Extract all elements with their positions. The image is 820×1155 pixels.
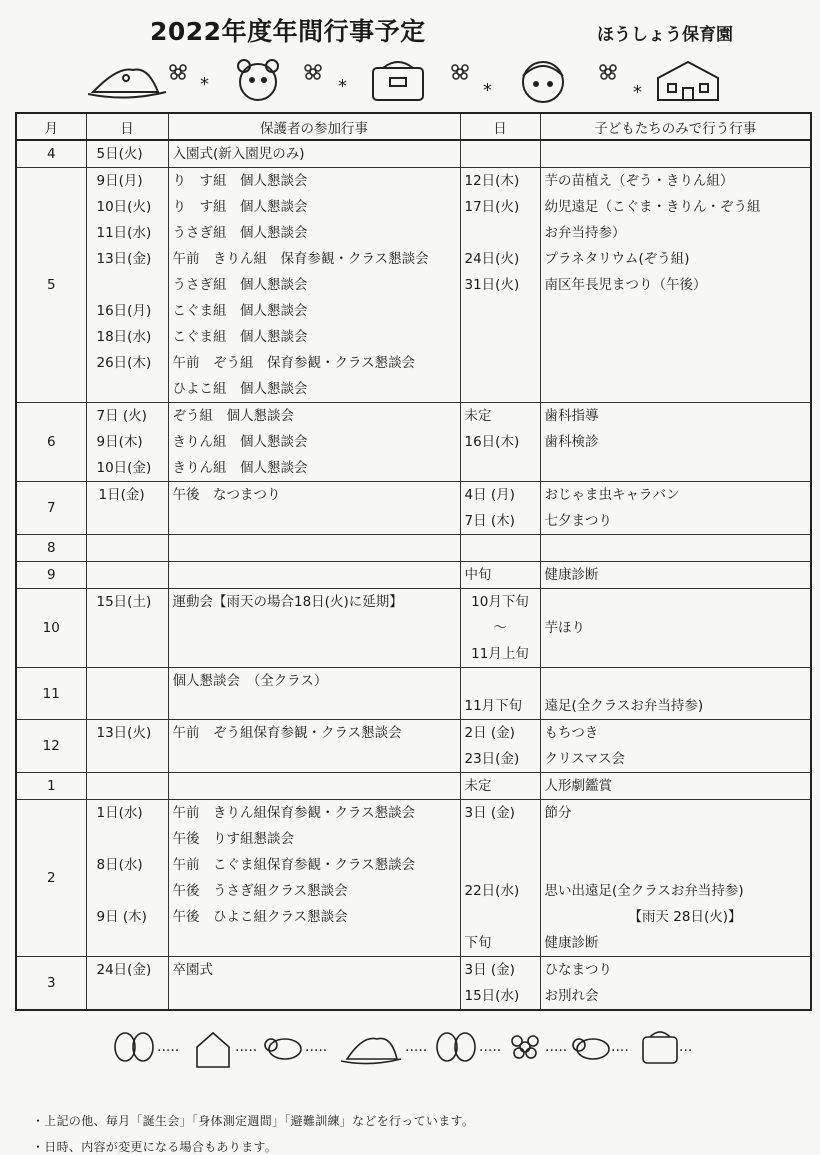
child-day-column — [460, 168, 540, 403]
child-day-column — [460, 773, 540, 800]
child-day-line — [461, 535, 540, 561]
child-day-line — [461, 220, 540, 246]
month-row — [16, 482, 811, 535]
parent-day-column — [86, 562, 168, 589]
header-child-events: 子どもたちのみで行う行事 — [540, 113, 811, 140]
month-cell: 9 — [16, 562, 86, 589]
child-day-line: 23日(金) — [464, 751, 520, 767]
parent-event-line: うさぎ組 個人懇談会 — [172, 277, 308, 293]
parent-day-column — [86, 168, 168, 403]
event-schedule-table — [15, 112, 812, 1011]
star-icon: * — [338, 76, 347, 97]
child-day-line: 22日(水) — [464, 883, 520, 899]
footnote-1: ・上記の他、毎月「誕生会」「身体測定週間」「避難訓練」などを行っています。 — [32, 1114, 475, 1128]
child-event-line — [541, 350, 811, 376]
parent-event-line: きりん組 個人懇談会 — [172, 434, 308, 450]
parent-day-column — [86, 589, 168, 668]
parent-day-line — [87, 562, 168, 588]
footnote-2: ・日時、内容が変更になる場合もあります。 — [32, 1140, 278, 1154]
child-face-icon — [523, 62, 563, 102]
parent-event-column — [168, 562, 460, 589]
dots-icon: ····· — [157, 1043, 180, 1059]
child-day-line: 未定 — [464, 778, 492, 794]
parent-event-column — [168, 957, 460, 1011]
month-cell: 10 — [16, 589, 86, 668]
child-event-line: おじゃま虫キャラバン — [544, 487, 680, 503]
parent-day-column — [86, 800, 168, 957]
parent-event-line — [169, 562, 460, 588]
child-day-line: 下旬 — [464, 935, 492, 951]
month-row — [16, 800, 811, 957]
child-day-column — [460, 668, 540, 720]
child-day-column — [460, 535, 540, 562]
child-day-line: 11月下旬 — [464, 698, 523, 714]
month-cell: 6 — [16, 403, 86, 482]
parent-event-line: り す組 個人懇談会 — [172, 173, 308, 189]
parent-day-line: 9日(木) — [96, 434, 143, 450]
child-event-line: 芋ほり — [544, 620, 585, 636]
month-row — [16, 668, 811, 720]
flower-icon — [170, 65, 186, 79]
parent-event-line: 午前 こぐま組保育参観・クラス懇談会 — [172, 857, 416, 873]
parent-event-line: 入園式(新入園児のみ) — [172, 146, 305, 162]
child-event-column — [540, 562, 811, 589]
month-row — [16, 535, 811, 562]
parent-event-column — [168, 140, 460, 168]
bag-icon — [643, 1032, 677, 1063]
child-event-line: 健康診断 — [544, 567, 599, 583]
parent-day-line: 11日(水) — [96, 225, 152, 241]
parent-day-column — [86, 720, 168, 773]
parent-day-line — [87, 272, 168, 298]
child-day-line — [461, 141, 540, 167]
child-day-line — [461, 324, 540, 350]
dots-icon: ····· — [479, 1043, 502, 1059]
bear-icon — [238, 60, 278, 100]
child-event-line: 南区年長児まつり（午後） — [544, 277, 707, 293]
child-event-line: ひなまつり — [544, 962, 612, 978]
month-row — [16, 562, 811, 589]
child-day-line: 中旬 — [464, 567, 492, 583]
month-cell: 12 — [16, 720, 86, 773]
table-header-row — [16, 113, 811, 140]
child-event-line: 幼児遠足（こぐま・きりん・ぞう組 — [544, 199, 761, 215]
parent-event-column — [168, 482, 460, 535]
child-day-column — [460, 957, 540, 1011]
dots-icon: ····· — [545, 1043, 568, 1059]
child-event-column — [540, 773, 811, 800]
parent-event-line: 午前 きりん組 保育参観・クラス懇談会 — [172, 251, 429, 267]
child-event-line: 人形劇鑑賞 — [544, 778, 612, 794]
parent-day-line — [87, 668, 168, 694]
school-building-icon — [658, 62, 718, 100]
child-event-line — [541, 298, 811, 324]
child-event-column — [540, 668, 811, 720]
child-day-line: 2日 (金) — [464, 725, 515, 741]
dots-icon: ····· — [405, 1043, 428, 1059]
child-day-line: 10月下旬 — [471, 594, 529, 610]
child-day-line: 未定 — [464, 408, 492, 424]
parent-day-column — [86, 482, 168, 535]
parent-day-column — [86, 773, 168, 800]
child-event-line: 節分 — [544, 805, 572, 821]
child-event-line — [541, 324, 811, 350]
dots-icon: ···· — [611, 1043, 629, 1059]
child-event-line: プラネタリウム(ぞう組) — [544, 251, 690, 267]
flower-icon — [600, 65, 616, 79]
parent-day-column — [86, 668, 168, 720]
child-event-line: クリスマス会 — [544, 751, 625, 767]
month-row — [16, 403, 811, 482]
header-day-child: 日 — [460, 113, 540, 140]
month-row — [16, 140, 811, 168]
child-event-column — [540, 403, 811, 482]
parent-event-line: り す組 個人懇談会 — [172, 199, 308, 215]
flower-icon — [512, 1036, 538, 1058]
parent-day-line: 10日(火) — [96, 199, 152, 215]
parent-day-line: 9日 (木) — [96, 909, 147, 925]
star-icon: * — [633, 82, 642, 103]
flower-icon — [305, 65, 321, 79]
parent-day-line — [87, 930, 168, 956]
child-event-line — [541, 141, 811, 167]
parent-day-line: 10日(金) — [96, 460, 152, 476]
child-event-line: 七夕まつり — [544, 513, 612, 529]
parent-event-line: 午前 きりん組保育参観・クラス懇談会 — [172, 805, 416, 821]
child-event-column — [540, 589, 811, 668]
child-day-line — [461, 826, 540, 852]
decoration-row — [88, 56, 738, 108]
parent-day-line — [87, 376, 168, 402]
child-event-line: 【雨天 28日(火)】 — [628, 909, 742, 925]
child-event-line: 歯科検診 — [544, 434, 599, 450]
parent-event-line: 午後 りす組懇談会 — [172, 831, 294, 847]
parent-day-line — [87, 878, 168, 904]
child-day-column — [460, 403, 540, 482]
child-day-line: 16日(木) — [464, 434, 520, 450]
hat-icon — [88, 69, 166, 97]
parent-day-line: 9日(月) — [96, 173, 143, 189]
month-cell: 5 — [16, 168, 86, 403]
month-cell: 8 — [16, 535, 86, 562]
child-event-column — [540, 535, 811, 562]
parent-event-column — [168, 589, 460, 668]
parent-event-line: 午後 ひよこ組クラス懇談会 — [172, 909, 348, 925]
child-event-line: もちつき — [544, 725, 599, 741]
bag-icon — [373, 62, 423, 100]
parent-event-line: 個人懇談会 （全クラス） — [172, 673, 328, 689]
child-day-column — [460, 589, 540, 668]
parent-event-line: 卒園式 — [172, 962, 213, 978]
page-title: 2022年度年間行事予定 — [150, 17, 426, 46]
parent-day-line — [87, 535, 168, 561]
child-event-column — [540, 140, 811, 168]
parent-event-column — [168, 403, 460, 482]
parent-event-line: ぞう組 個人懇談会 — [172, 408, 294, 424]
parent-event-line — [169, 930, 460, 956]
child-day-column — [460, 562, 540, 589]
child-day-line: 11月上旬 — [471, 646, 529, 662]
parent-day-line: 13日(金) — [96, 251, 152, 267]
month-cell: 1 — [16, 773, 86, 800]
parent-day-line: 26日(木) — [96, 355, 152, 371]
parent-day-column — [86, 403, 168, 482]
child-day-column — [460, 140, 540, 168]
month-cell: 7 — [16, 482, 86, 535]
star-icon: * — [200, 74, 209, 95]
child-day-line: 3日 (金) — [464, 962, 515, 978]
header-parent-events: 保護者の参加行事 — [168, 113, 460, 140]
child-day-line — [461, 298, 540, 324]
bee-icon — [573, 1039, 609, 1059]
child-day-line — [461, 350, 540, 376]
parent-event-column — [168, 668, 460, 720]
month-cell: 3 — [16, 957, 86, 1011]
star-icon: * — [483, 80, 492, 101]
child-event-column — [540, 168, 811, 403]
child-event-column — [540, 720, 811, 773]
parent-event-line: 午前 ぞう組保育参観・クラス懇談会 — [172, 725, 402, 741]
parent-event-line — [169, 773, 460, 799]
month-row — [16, 720, 811, 773]
child-event-line: お弁当持参） — [544, 225, 626, 241]
parent-event-line: こぐま組 個人懇談会 — [172, 303, 308, 319]
parent-event-column — [168, 800, 460, 957]
child-event-column — [540, 482, 811, 535]
child-day-line — [461, 376, 540, 402]
child-day-line — [461, 852, 540, 878]
child-event-column — [540, 800, 811, 957]
parent-day-line: 13日(火) — [96, 725, 152, 741]
house-icon — [197, 1033, 229, 1067]
parent-event-line — [169, 535, 460, 561]
parent-day-line: 1日(金) — [98, 487, 145, 503]
butterfly-icon — [437, 1033, 475, 1061]
butterfly-icon — [115, 1033, 153, 1061]
hat-icon — [341, 1038, 401, 1063]
month-cell: 4 — [16, 140, 86, 168]
child-day-column — [460, 482, 540, 535]
child-day-line: 17日(火) — [464, 199, 520, 215]
month-cell: 2 — [16, 800, 86, 957]
child-day-line: 7日 (木) — [464, 513, 515, 529]
child-day-line — [461, 455, 540, 481]
parent-event-line: うさぎ組 個人懇談会 — [172, 225, 308, 241]
parent-day-line: 24日(金) — [96, 962, 152, 978]
child-event-line: お別れ会 — [544, 988, 599, 1004]
child-event-line: 歯科指導 — [544, 408, 599, 424]
child-event-line: 思い出遠足(全クラスお弁当持参) — [544, 883, 744, 899]
parent-event-line: 午後 うさぎ組クラス懇談会 — [172, 883, 348, 899]
child-event-line — [541, 826, 811, 852]
child-day-line: 4日 (月) — [464, 487, 515, 503]
school-name: ほうしょう保育園 — [597, 25, 733, 45]
dots-icon: ····· — [305, 1043, 328, 1059]
parent-event-line: 午前 ぞう組 保育参観・クラス懇談会 — [172, 355, 416, 371]
child-day-line: 15日(水) — [464, 988, 520, 1004]
parent-day-column — [86, 535, 168, 562]
child-event-line: 健康診断 — [544, 935, 599, 951]
parent-day-line — [87, 826, 168, 852]
month-row — [16, 773, 811, 800]
parent-day-line: 15日(土) — [96, 594, 152, 610]
child-day-line — [461, 904, 540, 930]
child-event-line: 遠足(全クラスお弁当持参) — [544, 698, 704, 714]
parent-event-column — [168, 535, 460, 562]
child-event-line — [541, 455, 811, 481]
dots-icon: ··· — [679, 1043, 693, 1059]
child-day-line: 12日(木) — [464, 173, 520, 189]
parent-event-line: 運動会【雨天の場合18日(火)に延期】 — [172, 594, 403, 610]
child-day-line: 3日 (金) — [464, 805, 515, 821]
parent-event-column — [168, 773, 460, 800]
parent-event-line: 午後 なつまつり — [172, 487, 281, 503]
month-cell: 11 — [16, 668, 86, 720]
header-month: 月 — [16, 113, 86, 140]
parent-event-line: きりん組 個人懇談会 — [172, 460, 308, 476]
parent-day-line: 18日(水) — [96, 329, 152, 345]
child-event-line — [541, 852, 811, 878]
child-day-line: 24日(火) — [464, 251, 520, 267]
parent-day-line — [87, 773, 168, 799]
parent-day-line: 16日(月) — [96, 303, 152, 319]
flower-icon — [452, 65, 468, 79]
month-row — [16, 957, 811, 1011]
child-day-column — [460, 720, 540, 773]
header-day: 日 — [86, 113, 168, 140]
parent-day-line: 5日(火) — [96, 146, 143, 162]
child-day-line: 31日(火) — [464, 277, 520, 293]
dots-icon: ····· — [235, 1043, 258, 1059]
parent-event-line: ひよこ組 個人懇談会 — [172, 381, 308, 397]
child-event-line: 芋の苗植え（ぞう・きりん組） — [544, 173, 734, 189]
child-event-line — [541, 376, 811, 402]
child-day-line: ～ — [493, 620, 507, 636]
child-event-column — [540, 957, 811, 1011]
parent-day-column — [86, 957, 168, 1011]
child-day-column — [460, 800, 540, 957]
parent-event-column — [168, 168, 460, 403]
parent-event-line: こぐま組 個人懇談会 — [172, 329, 308, 345]
month-row — [16, 168, 811, 403]
parent-day-column — [86, 140, 168, 168]
parent-event-column — [168, 720, 460, 773]
month-row — [16, 589, 811, 668]
parent-day-line: 1日(水) — [96, 805, 143, 821]
parent-day-line: 8日(水) — [96, 857, 143, 873]
parent-day-line: 7日 (火) — [96, 408, 147, 424]
bottom-decoration-row — [105, 1025, 705, 1070]
bee-icon — [265, 1039, 301, 1059]
child-event-line — [541, 535, 811, 561]
